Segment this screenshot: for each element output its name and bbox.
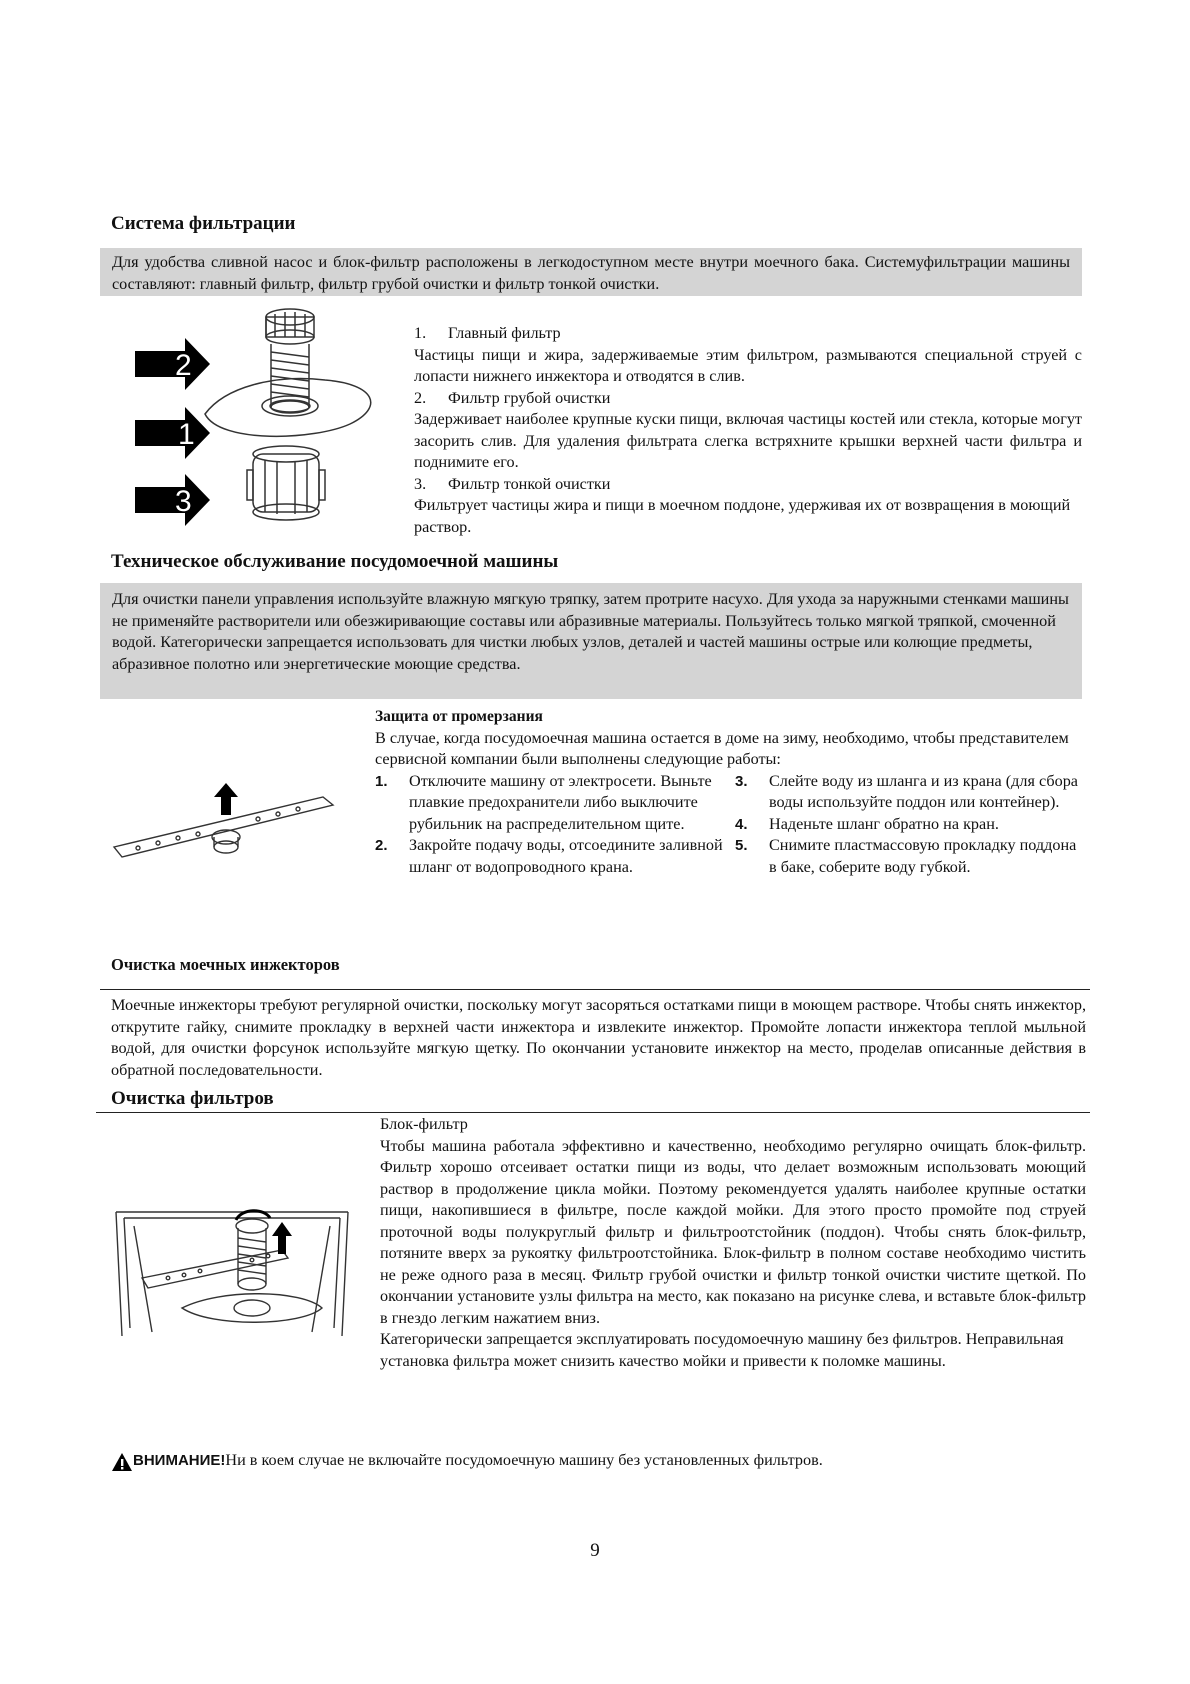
filtration-intro-box xyxy=(100,248,1082,296)
filter-assembly-figure xyxy=(125,302,395,552)
step-text: Снимите пластмассовую прокладку поддона в баке, соберите воду губкой. xyxy=(769,836,1077,876)
filtration-item xyxy=(414,474,1082,539)
maintenance-box xyxy=(100,583,1082,699)
frost-intro: В случае, когда посудомоечная машина остается в доме на зиму, необходимо, чтобы представителем сервисной компании были выполнены следующие работы: xyxy=(375,728,1069,768)
step-text: Слейте воду из шланга и из крана (для сбора воды используйте поддон или контейнер). xyxy=(769,771,1078,811)
section-title-filters: Очистка фильтров xyxy=(111,1088,274,1109)
injectors-divider xyxy=(100,989,1090,990)
filters-text: Чтобы машина работала эффективно и качественно, необходимо регулярно очищать блок-фильтр. Фильтр хорошо отсеивает остатки пищи из воды, что делает возможным использовать моющий раствор в продолжение цикла мойки. Поэтому рекомендуется удалять наиболее крупные остатки пищи, накопившиеся в фильтре, после каждой мойки. Для этого просто промойте под струей проточной воды полукруглый фильтр и фильтроотстойник (поддон). Чтобы снять блок-фильтр, потяните вверх за рукоятку фильтроотстойника. Блок-фильтр в полном составе необходимо чистить не реже одного раза в месяц. Фильтр грубой очистки и фильтр тонкой очистки чистите щеткой. По окончании установите узлы фильтра на место, как показано на рисунке слева, и вставьте блок-фильтр в гнездо легким нажатием вниз. xyxy=(380,1136,1086,1327)
frost-section xyxy=(375,706,1085,878)
frost-step xyxy=(735,814,1080,836)
frost-steps-right xyxy=(735,771,1080,879)
arrow-3-icon xyxy=(135,474,210,526)
filtration-intro: Для удобства сливной насос и блок-фильтр расположены в легкодоступном месте внутри моечного бака. Системуфильтрации машины составляют: главный фильтр, фильтр грубой очистки и фильтр тонкой очистки. xyxy=(112,253,1070,293)
warning-label: ВНИМАНИЕ! xyxy=(133,1452,226,1469)
warning-text: Ни в коем случае не включайте посудомоечную машину без установленных фильтров. xyxy=(225,1451,823,1469)
step-text: Наденьте шланг обратно на кран. xyxy=(769,814,999,833)
item-title: Фильтр грубой очистки xyxy=(448,388,611,407)
item-text: Частицы пищи и жира, задерживаемые этим фильтром, размываются специальной струей с лопасти нижнего инжектора и отводятся в слив. xyxy=(414,345,1082,385)
frost-step xyxy=(735,835,1080,878)
filtration-list xyxy=(414,323,1082,538)
injectors-text: Моечные инжекторы требуют регулярной очистки, поскольку могут засоряться остатками пищи в моющем растворе. Чтобы снять инжектор, открутите гайку, снимите прокладку в верхней части инжектора и извлеките инжектор. Промойте лопасти инжектора теплой мыльной водой, для очистки форсунок используйте мягкую щетку. По окончании установите инжектор на место, проделав описанные действия в обратной последовательности. xyxy=(111,996,1086,1079)
step-number: 4. xyxy=(735,815,748,833)
frost-step xyxy=(375,835,723,878)
filtration-item xyxy=(414,388,1082,474)
section-title-filtration: Система фильтрации xyxy=(111,213,296,234)
warning-triangle-icon xyxy=(111,1452,133,1472)
step-number: 2. xyxy=(375,837,388,854)
step-text: Отключите машину от электросети. Выньте плавкие предохранители либо выключите рубильник на распределительном щите. xyxy=(409,771,712,833)
step-number: 5. xyxy=(735,837,748,854)
filter-removal-figure xyxy=(112,1208,352,1338)
item-number: 2. xyxy=(414,388,427,407)
arrow-1-icon xyxy=(135,407,210,459)
main-filter-illustration xyxy=(205,309,371,520)
up-arrow-icon xyxy=(214,783,238,815)
maintenance-text: Для очистки панели управления используйте влажную мягкую тряпку, затем протрите насухо. Для ухода за наружными стенками машины не применяйте растворители или обезжиривающие составы или абразивные материалы. Пользуйтесь только мягкой тряпкой, смоченной водой. Категорически запрещается использовать для чистки любых узлов, деталей и частей машины острые или колющие предметы, абразивное полотно или энергетические моющие средства. xyxy=(112,590,1069,673)
item-number: 1. xyxy=(414,324,427,342)
filters-divider xyxy=(96,1112,1090,1113)
figure-label-3: 3 xyxy=(175,485,192,518)
up-arrow-icon xyxy=(272,1222,292,1254)
figure-label-2: 2 xyxy=(175,349,192,382)
step-text: Закройте подачу воды, отсоедините заливной шланг от водопроводного крана. xyxy=(409,836,723,876)
section-title-maintenance: Техническое обслуживание посудомоечной машины xyxy=(111,551,559,572)
figure-label-1: 1 xyxy=(178,418,195,451)
filters-section xyxy=(380,1114,1086,1372)
item-text: Фильтрует частицы жира и пищи в моечном поддоне, удерживая их от возвращения в моющий раствор. xyxy=(414,496,1071,536)
filtration-item xyxy=(414,323,1082,388)
warning xyxy=(111,1450,823,1472)
frost-steps-left xyxy=(375,771,723,879)
page-number: 9 xyxy=(590,1540,600,1561)
frost-step xyxy=(375,771,723,836)
section-title-injectors: Очистка моечных инжекторов xyxy=(111,955,340,974)
item-title: Фильтр тонкой очистки xyxy=(448,474,611,493)
spray-arm-figure xyxy=(108,775,368,865)
filters-note: Категорически запрещается эксплуатировать посудомоечную машину без фильтров. Неправильная установка фильтра может снизить качество мойки и привести к поломке машины. xyxy=(380,1330,1064,1370)
step-number: 1. xyxy=(375,772,388,790)
frost-title: Защита от промерзания xyxy=(375,708,543,725)
arrow-2-icon xyxy=(135,338,210,390)
frost-step xyxy=(735,771,1080,814)
item-title: Главный фильтр xyxy=(448,324,561,342)
item-number: 3. xyxy=(414,474,427,493)
item-text: Задерживает наиболее крупные куски пищи, включая частицы костей или стекла, которые могут засорить слив. Для удаления фильтрата слегка встряхните крышки верхней части фильтра и поднимите его. xyxy=(414,410,1082,471)
filters-subtitle: Блок-фильтр xyxy=(380,1115,468,1133)
step-number: 3. xyxy=(735,772,748,790)
